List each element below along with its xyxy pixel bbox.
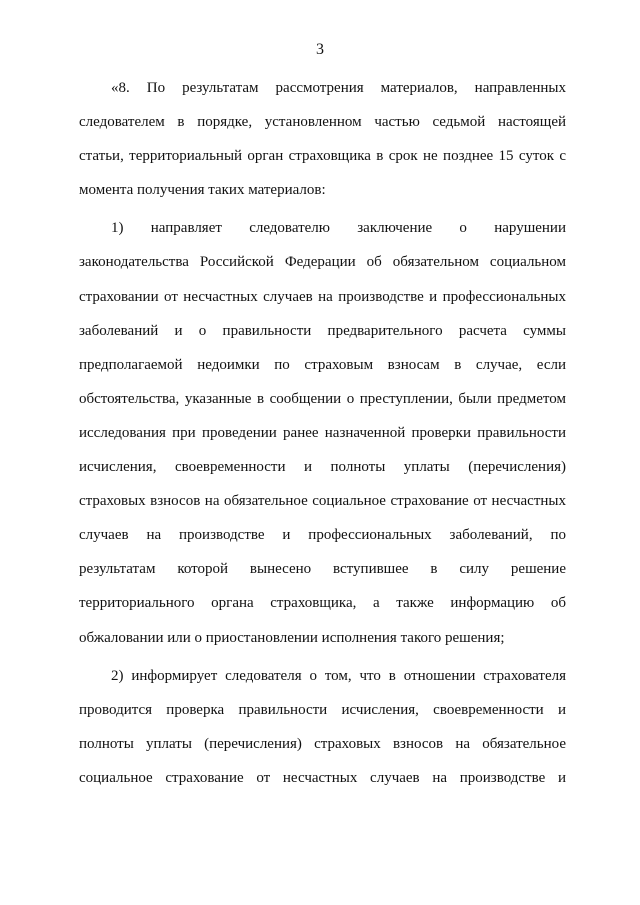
text-line: страховании от несчастных случаев на производстве и профессиональных: [79, 288, 566, 305]
text-line: исчисления, своевременности и полноты уплаты (перечисления): [79, 459, 566, 476]
text-line: 1) направляет следователю заключение о нарушении: [111, 220, 566, 237]
text-line: предполагаемой недоимки по страховым взносам в случае, если: [79, 356, 566, 373]
text-line: исследования при проведении ранее назначенной проверки правильности: [79, 424, 566, 441]
text-line: «8. По результатам рассмотрения материалов, направленных: [111, 80, 566, 96]
document-body: [79, 77, 566, 801]
text-line: законодательства Российской Федерации об обязательном социальном: [79, 254, 566, 271]
text-line: полноты уплаты (перечисления) страховых взносов на обязательное: [79, 735, 566, 752]
text-line: обстоятельства, указанные в сообщении о преступлении, были предметом: [79, 390, 566, 407]
text-line: территориального органа страховщика, а также информацию об: [79, 595, 566, 612]
text-line: 2) информирует следователя о том, что в отношении страхователя: [111, 667, 566, 684]
text-line: социальное страхование от несчастных случаев на производстве и: [79, 769, 566, 786]
text-line: заболеваний и о правильности предварительного расчета суммы: [79, 322, 566, 339]
list-item-1: [79, 217, 566, 660]
text-line: результатам которой вынесено вступившее в силу решение: [79, 561, 566, 578]
paragraph-8: [79, 77, 566, 213]
text-line: страховых взносов на обязательное социальное страхование от несчастных: [79, 493, 566, 510]
list-item-2: [79, 665, 566, 801]
text-line: момента получения таких материалов:: [79, 182, 326, 199]
text-line: случаев на производстве и профессиональных заболеваний, по: [79, 527, 566, 544]
page-number: 3: [316, 41, 324, 58]
text-line: проводится проверка правильности исчисления, своевременности и: [79, 701, 566, 718]
text-line: обжаловании или о приостановлении исполнения такого решения;: [79, 629, 505, 646]
text-line: статьи, территориальный орган страховщика в срок не позднее 15 суток с: [79, 148, 566, 165]
text-line: следователем в порядке, установленном частью седьмой настоящей: [79, 114, 566, 131]
